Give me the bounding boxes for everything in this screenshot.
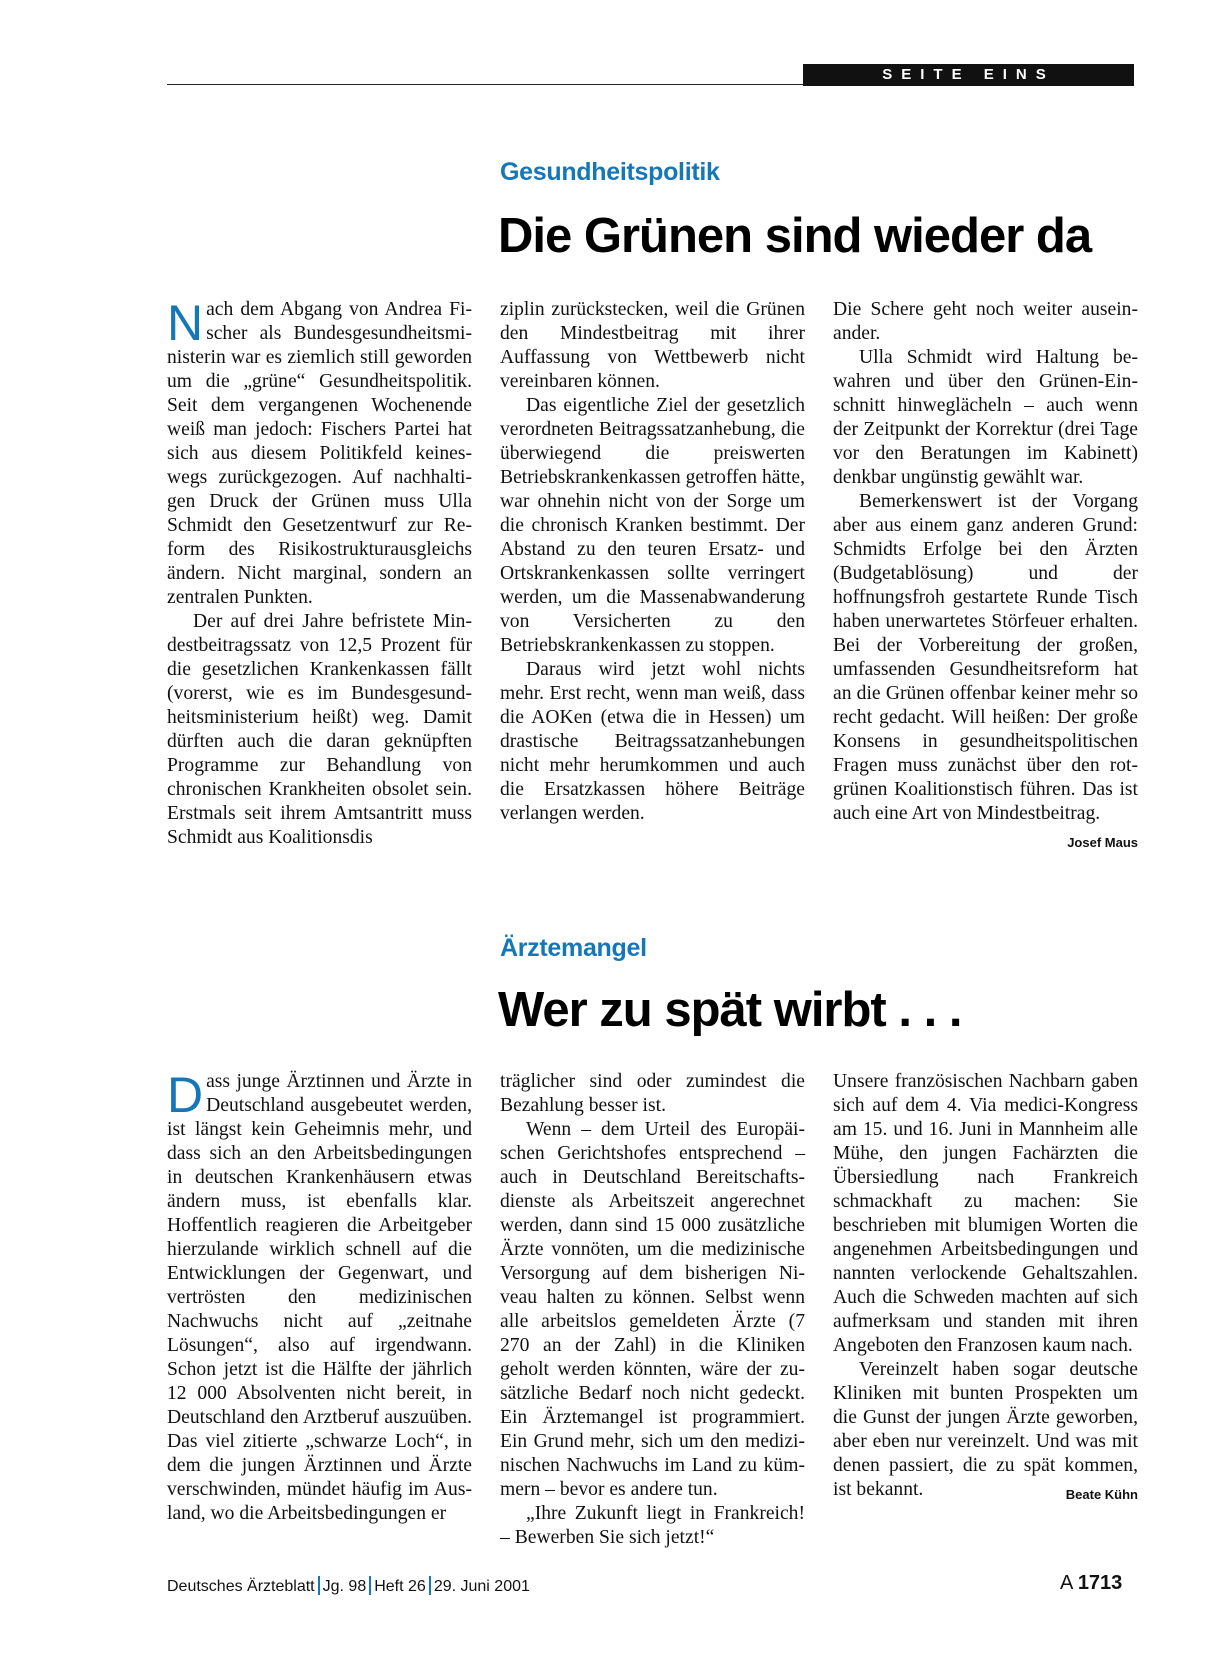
article2-paragraph: träglicher sind oder zumindest die Bezahlung besser ist. bbox=[500, 1071, 805, 1116]
article2-dropcap: D bbox=[167, 1067, 204, 1123]
article2-column-1 bbox=[167, 1067, 472, 1526]
article2-paragraph: Vereinzelt haben sogar deutsche Kliniken mit bunten Prospekten um die Gunst der jungen Ärzte geworben, aber eben nur vereinzelt. Und was mit denen passiert, die zu spät kommen, ist bekannt. bbox=[833, 1359, 1138, 1500]
footer-separator bbox=[318, 1576, 320, 1595]
footer-separator bbox=[369, 1576, 371, 1595]
article1-paragraph: ach dem Abgang von Andrea Fischer als Bundesgesundheitsministerin war es ziemlich still geworden um die „grüne“ Gesundheitspolitik. Seit dem vergangenen Wochenende weiß man jedoch: Fischers Partei hat sich aus diesem Politikfeld keineswegs zurückgezogen. Auf nachhaltigen Druck der Grünen muss Ulla Schmidt den Gesetzentwurf zur Reform des Risikostrukturausgleichs ändern. Nicht marginal, sondern an zentralen Punkten. bbox=[167, 299, 472, 608]
article1-column-2 bbox=[500, 298, 805, 826]
footer-date: 29. Juni 2001 bbox=[433, 1578, 530, 1595]
footer-publication: Deutsches Ärzteblatt bbox=[167, 1578, 315, 1595]
article2-column-3 bbox=[833, 1070, 1138, 1507]
footer-separator bbox=[429, 1576, 431, 1595]
article1-dropcap: N bbox=[167, 295, 204, 351]
article1-column-1 bbox=[167, 295, 472, 850]
article1-headline: Die Grünen sind wieder da bbox=[498, 209, 1092, 263]
article2-paragraph: ass junge Ärztinnen und Ärzte in Deutschland ausgebeutet werden, ist längst kein Geheimnis mehr, und dass sich an den Arbeitsbedingungen in deutschen Krankenhäusern etwas ändern muss, ist ebenfalls klar. Hoffentlich reagieren die Arbeitgeber hierzulande wirklich schnell auf die Entwicklungen der Gegenwart, und vertrösten den medizinischen Nachwuchs nicht auf „zeitnahe Lösungen“, also auf irgendwann. Schon jetzt ist die Hälfte der jährlich 12 000 Absolventen nicht bereit, in Deutschland den Arztberuf auszuüben. Das viel zitierte „schwarze Loch“, in dem die jungen Ärztinnen und Ärzte verschwinden, mündet häufig im Ausland, wo die Arbeitsbedingungen er bbox=[167, 1071, 472, 1524]
footer-page-number: 1713 bbox=[1077, 1572, 1123, 1594]
article1-paragraph: Das eigentliche Ziel der gesetzlich verordneten Beitragssatzanhebung, die überwiegend die preiswerten Betriebskrankenkassen getroffen hätte, war ohnehin nicht von der Sorge um die chronisch Kranken bestimmt. Der Abstand zu den teuren Ersatz- und Ortskrankenkassen sollte verringert werden, um die Massenabwanderung von Versicherten zu den Betriebskrankenkassen zu stoppen. bbox=[500, 395, 805, 656]
footer-volume: Jg. 98 bbox=[322, 1578, 367, 1595]
article2-kicker: Ärztemangel bbox=[500, 934, 647, 962]
article2-paragraph: „Ihre Zukunft liegt in Frankreich! – Bewerben Sie sich jetzt!“ bbox=[500, 1503, 805, 1548]
article2-author: Beate Kühn bbox=[1065, 1487, 1138, 1502]
footer-page-prefix: A bbox=[1060, 1572, 1073, 1594]
article2-paragraph: Wenn – dem Urteil des Europäischen Gerichtshofes entsprechend – auch in Deutschland Bereitschaftsdienste als Arbeitszeit angerechnet werden, dann sind 15 000 zusätzliche Ärzte vonnöten, um die medizinische Versorgung auf dem bisherigen Niveau halten zu können. Selbst wenn alle arbeitslos gemeldeten Ärzte (7 270 an der Zahl) in die Kliniken geholt werden könnten, wäre der zusätzliche Bedarf noch nicht gedeckt. Ein Ärztemangel ist programmiert. Ein Grund mehr, sich um den medizinischen Nachwuchs im Land zu kümmern – bevor es andere tun. bbox=[500, 1119, 805, 1500]
article1-kicker: Gesundheitspolitik bbox=[500, 158, 720, 186]
article1-paragraph: Daraus wird jetzt wohl nichts mehr. Erst recht, wenn man weiß, dass die AOKen (etwa die in Hessen) um drastische Beitragssatzanhebungen nicht mehr herumkommen und auch die Ersatzkassen höhere Beiträge verlangen werden. bbox=[500, 659, 805, 824]
article1-paragraph: ziplin zurückstecken, weil die Grünen den Mindestbeitrag mit ihrer Auffassung von Wettbewerb nicht vereinbaren können. bbox=[500, 299, 805, 392]
footer-page bbox=[1060, 1572, 1122, 1595]
article2-paragraph: Unsere französischen Nachbarn gaben sich auf dem 4. Via medici-Kongress am 15. und 16. Juni in Mannheim alle Mühe, den jungen Fachärzten die Übersiedlung nach Frankreich schmackhaft zu machen: Sie beschrieben mit blumigen Worten die angenehmen Arbeitsbedingungen und nannten verlockende Gehaltszahlen. Auch die Schweden machten auf sich aufmerksam und standen mit ihren Angeboten den Franzosen kaum nach. bbox=[833, 1071, 1138, 1356]
footer-issue: Heft 26 bbox=[374, 1578, 426, 1595]
article1-paragraph: Ulla Schmidt wird Haltung bewahren und über den Grünen-Einschnitt hinweglächeln – auch wenn der Zeitpunkt der Korrektur (drei Tage vor den Beratungen im Kabinett) denkbar ungünstig gewählt war. bbox=[833, 347, 1138, 488]
article1-column-3 bbox=[833, 298, 1138, 855]
article1-author: Josef Maus bbox=[1067, 835, 1138, 850]
article1-paragraph: Bemerkenswert ist der Vorgang aber aus einem ganz anderen Grund: Schmidts Erfolge bei den Ärzten (Budgetablösung) und der hoffnungsfroh gestartete Runde Tisch haben unerwartetes Störfeuer erhalten. Bei der Vorbereitung der großen, umfassenden Gesundheitsreform hat an die Grünen offenbar keiner mehr so recht gedacht. Will heißen: Der große Konsens in gesundheitspolitischen Fragen muss zunächst über den rot-grünen Koalitionstisch führen. Das ist auch eine Art von Mindestbeitrag. bbox=[833, 491, 1138, 824]
footer-citation bbox=[167, 1576, 530, 1596]
article2-column-2 bbox=[500, 1070, 805, 1550]
section-label-cap bbox=[1130, 64, 1134, 86]
article1-paragraph: Der auf drei Jahre befristete Mindestbeitragssatz von 12,5 Prozent für die gesetzlichen Krankenkassen fällt (vorerst, wie es im Bundesgesundheitsministerium heißt) weg. Damit dürften auch die daran geknüpften Programme zur Behandlung von chronischen Krankheiten obsolet sein. Erstmals seit ihrem Amtsantritt muss Schmidt aus Koalitionsdis bbox=[167, 611, 472, 848]
top-rule bbox=[167, 84, 803, 85]
article2-headline: Wer zu spät wirbt . . . bbox=[498, 983, 962, 1037]
article1-paragraph: Die Schere geht noch weiter auseinander. bbox=[833, 299, 1138, 344]
section-label: SEITE EINS bbox=[803, 64, 1134, 86]
